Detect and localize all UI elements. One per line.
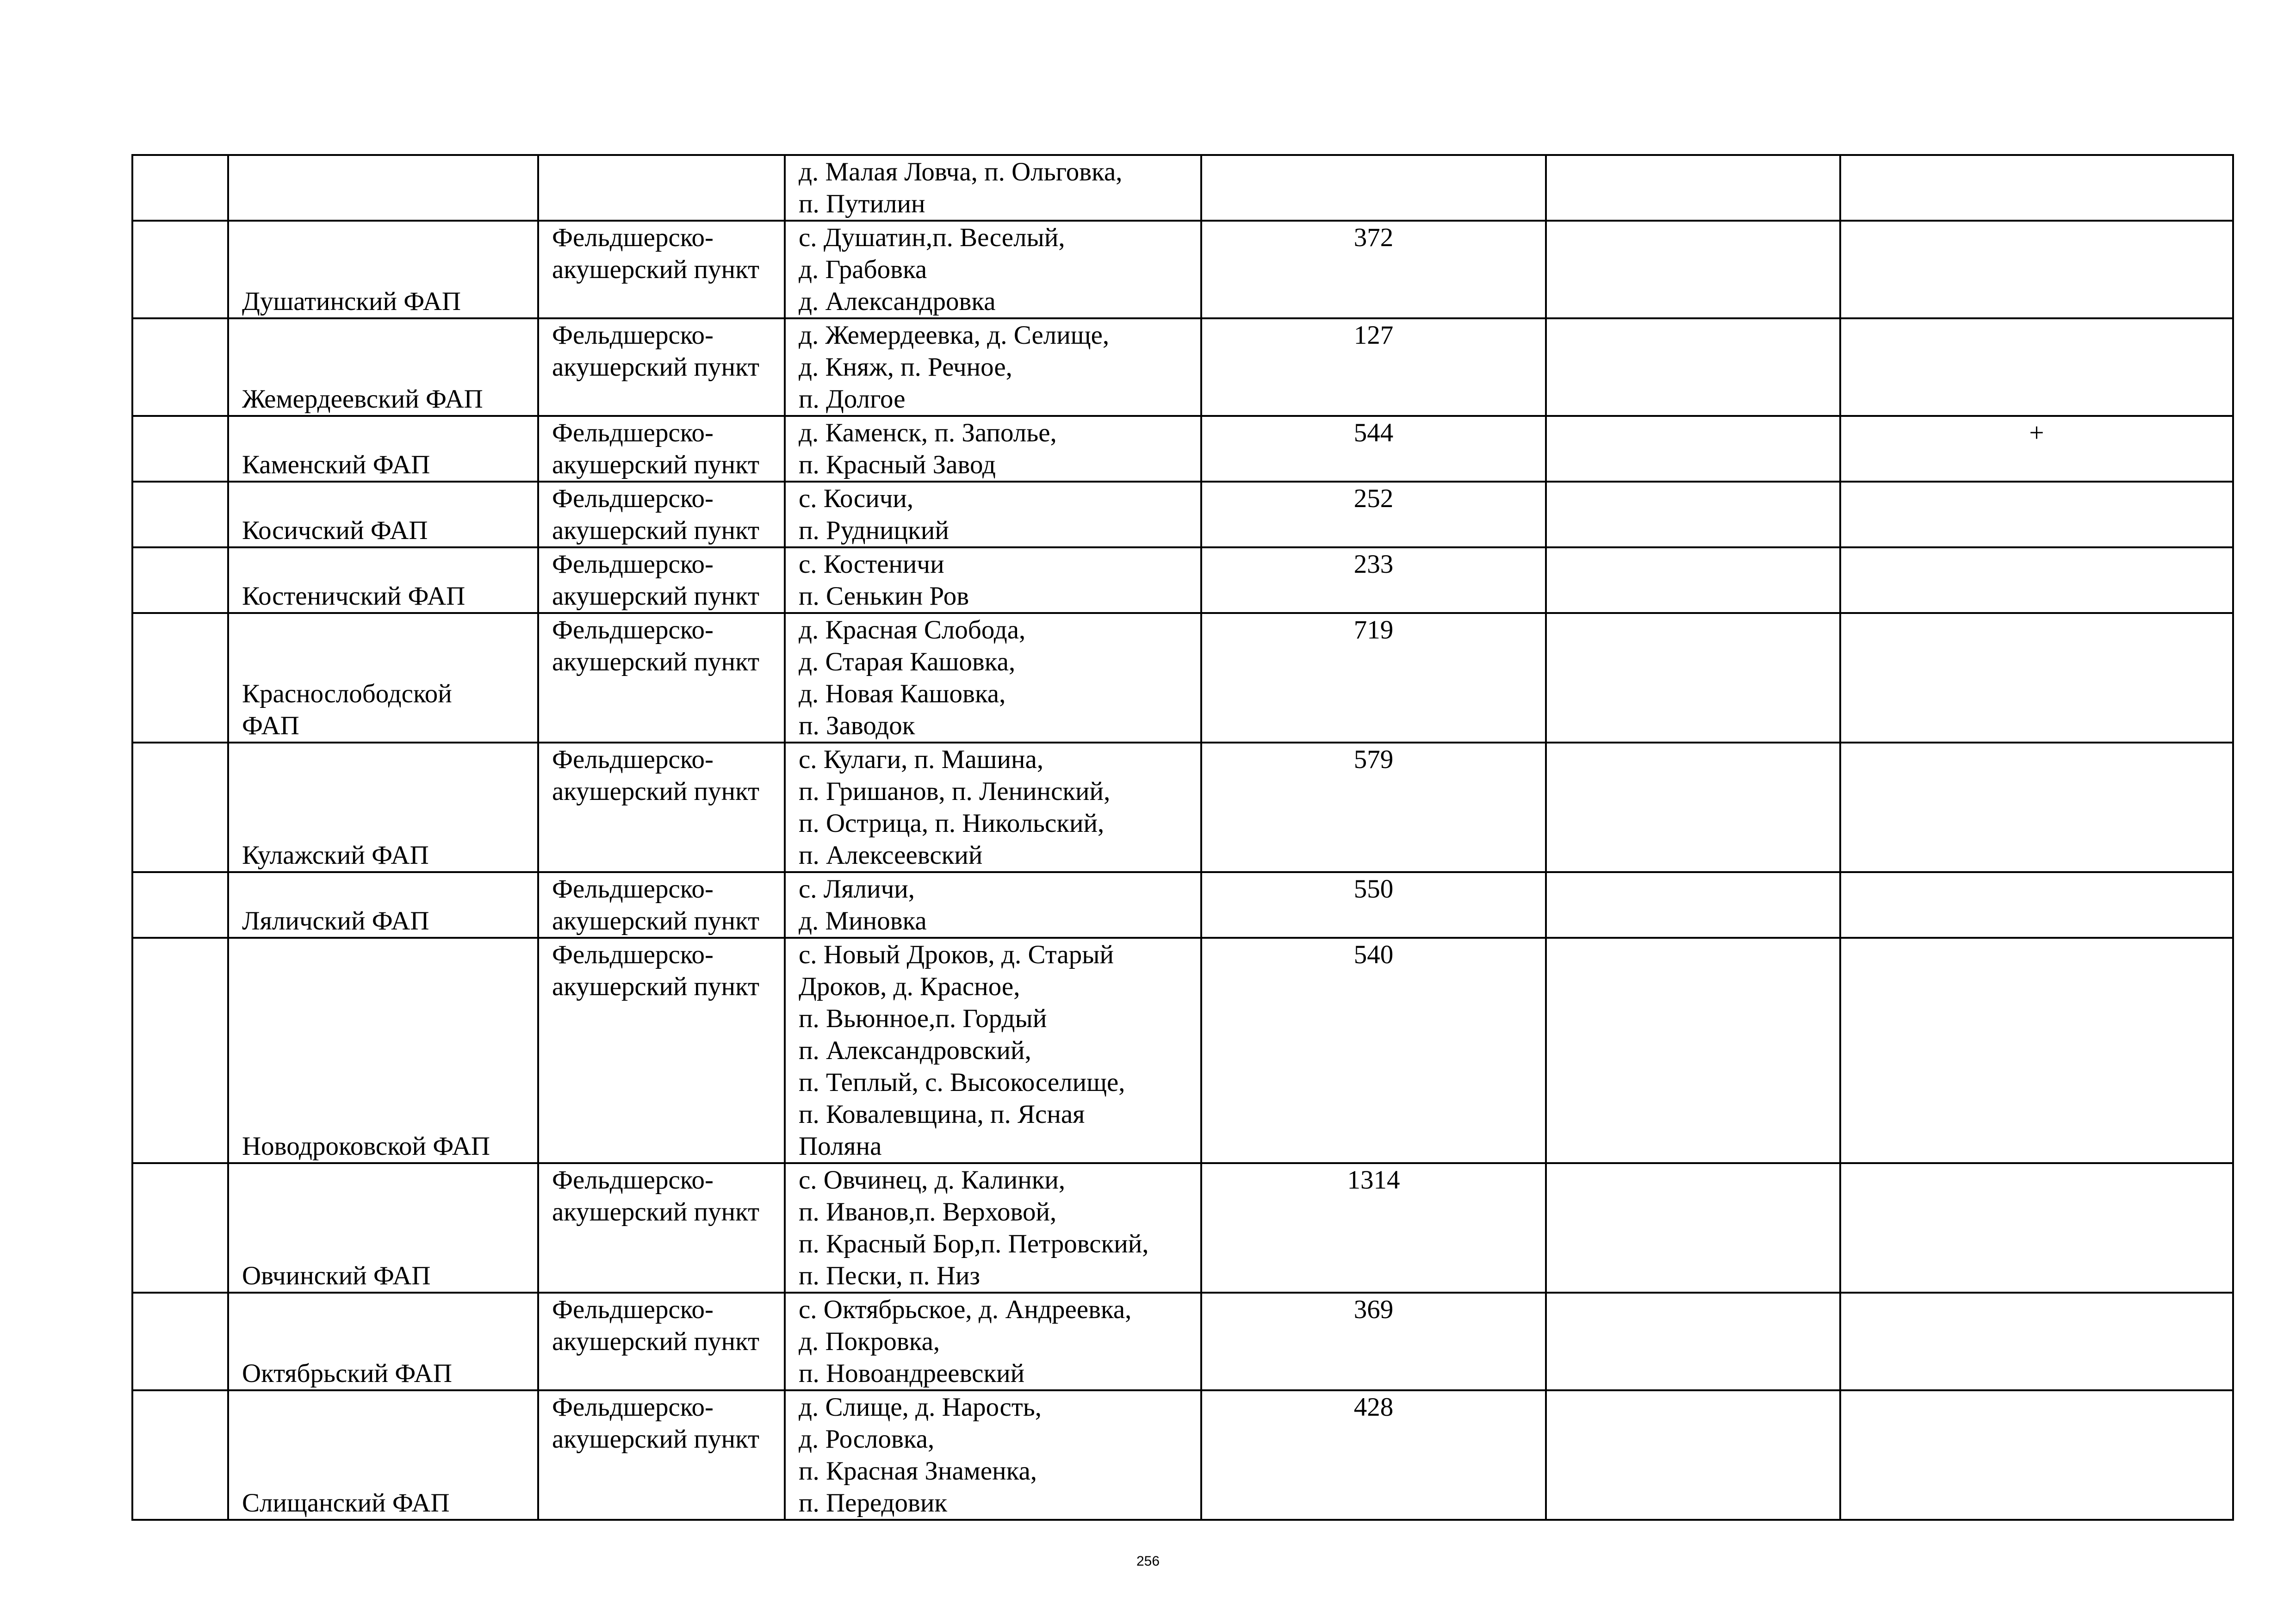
facility-name-cell: Кулажский ФАП bbox=[228, 743, 538, 872]
column-6-cell bbox=[1546, 547, 1840, 613]
column-7-cell bbox=[1840, 1163, 2233, 1293]
facility-type-cell: Фельдшерско- акушерский пункт bbox=[538, 318, 785, 416]
table-row bbox=[132, 1293, 2233, 1390]
column-7-cell: + bbox=[1840, 416, 2233, 482]
table-row bbox=[132, 482, 2233, 547]
facility-type-cell: Фельдшерско- акушерский пункт bbox=[538, 221, 785, 318]
facility-name-cell: Краснослободской ФАП bbox=[228, 613, 538, 743]
column-7-cell bbox=[1840, 221, 2233, 318]
table-row bbox=[132, 743, 2233, 872]
row-number-cell bbox=[132, 221, 228, 318]
facility-name-cell: Слищанский ФАП bbox=[228, 1390, 538, 1520]
column-7-cell bbox=[1840, 1293, 2233, 1390]
facility-name-cell: Октябрьский ФАП bbox=[228, 1293, 538, 1390]
column-6-cell bbox=[1546, 482, 1840, 547]
row-number-cell bbox=[132, 547, 228, 613]
column-6-cell bbox=[1546, 155, 1840, 221]
population-cell: 127 bbox=[1201, 318, 1546, 416]
settlements-cell: д. Слище, д. Нарость, д. Рословка, п. Красная Знаменка, п. Передовик bbox=[785, 1390, 1201, 1520]
facility-type-cell: Фельдшерско- акушерский пункт bbox=[538, 872, 785, 938]
facilities-table bbox=[131, 154, 2234, 1521]
row-number-cell bbox=[132, 872, 228, 938]
column-7-cell bbox=[1840, 1390, 2233, 1520]
population-cell: 233 bbox=[1201, 547, 1546, 613]
row-number-cell bbox=[132, 1390, 228, 1520]
column-6-cell bbox=[1546, 221, 1840, 318]
facility-type-cell: Фельдшерско- акушерский пункт bbox=[538, 547, 785, 613]
page-number: 256 bbox=[1136, 1554, 1160, 1569]
population-cell: 369 bbox=[1201, 1293, 1546, 1390]
column-7-cell bbox=[1840, 613, 2233, 743]
row-number-cell bbox=[132, 1293, 228, 1390]
facility-name-cell: Жемердеевский ФАП bbox=[228, 318, 538, 416]
column-7-cell bbox=[1840, 482, 2233, 547]
facility-type-cell: Фельдшерско- акушерский пункт bbox=[538, 1390, 785, 1520]
population-cell: 719 bbox=[1201, 613, 1546, 743]
row-number-cell bbox=[132, 613, 228, 743]
settlements-cell: д. Каменск, п. Заполье, п. Красный Завод bbox=[785, 416, 1201, 482]
column-7-cell bbox=[1840, 938, 2233, 1163]
column-6-cell bbox=[1546, 416, 1840, 482]
settlements-cell: д. Жемердеевка, д. Селище, д. Княж, п. Речное, п. Долгое bbox=[785, 318, 1201, 416]
population-cell bbox=[1201, 155, 1546, 221]
settlements-cell: с. Косичи, п. Рудницкий bbox=[785, 482, 1201, 547]
facility-name-cell: Каменский ФАП bbox=[228, 416, 538, 482]
facility-name-cell bbox=[228, 155, 538, 221]
facility-type-cell: Фельдшерско- акушерский пункт bbox=[538, 938, 785, 1163]
table-row bbox=[132, 1163, 2233, 1293]
facility-type-cell: Фельдшерско- акушерский пункт bbox=[538, 416, 785, 482]
population-cell: 428 bbox=[1201, 1390, 1546, 1520]
column-7-cell bbox=[1840, 872, 2233, 938]
facility-name-cell: Косичский ФАП bbox=[228, 482, 538, 547]
settlements-cell: с. Душатин,п. Веселый, д. Грабовка д. Александровка bbox=[785, 221, 1201, 318]
row-number-cell bbox=[132, 482, 228, 547]
population-cell: 540 bbox=[1201, 938, 1546, 1163]
population-cell: 544 bbox=[1201, 416, 1546, 482]
column-6-cell bbox=[1546, 872, 1840, 938]
table-row bbox=[132, 938, 2233, 1163]
table-row bbox=[132, 318, 2233, 416]
facility-type-cell: Фельдшерско- акушерский пункт bbox=[538, 1293, 785, 1390]
population-cell: 252 bbox=[1201, 482, 1546, 547]
facility-name-cell: Костеничский ФАП bbox=[228, 547, 538, 613]
settlements-cell: с. Новый Дроков, д. Старый Дроков, д. Красное, п. Вьюнное,п. Гордый п. Александровский, п. Теплый, с. Высокоселище, п. Ковалевщина, п. Ясная Поляна bbox=[785, 938, 1201, 1163]
settlements-cell: д. Малая Ловча, п. Ольговка, п. Путилин bbox=[785, 155, 1201, 221]
facility-name-cell: Душатинский ФАП bbox=[228, 221, 538, 318]
column-7-cell bbox=[1840, 743, 2233, 872]
row-number-cell bbox=[132, 743, 228, 872]
table-row bbox=[132, 221, 2233, 318]
facility-name-cell: Овчинский ФАП bbox=[228, 1163, 538, 1293]
facility-type-cell: Фельдшерско- акушерский пункт bbox=[538, 1163, 785, 1293]
column-6-cell bbox=[1546, 1293, 1840, 1390]
facility-type-cell: Фельдшерско- акушерский пункт bbox=[538, 482, 785, 547]
column-6-cell bbox=[1546, 1163, 1840, 1293]
settlements-cell: с. Костеничи п. Сенькин Ров bbox=[785, 547, 1201, 613]
table-row bbox=[132, 613, 2233, 743]
row-number-cell bbox=[132, 938, 228, 1163]
facility-type-cell: Фельдшерско- акушерский пункт bbox=[538, 743, 785, 872]
settlements-cell: с. Октябрьское, д. Андреевка, д. Покровка, п. Новоандреевский bbox=[785, 1293, 1201, 1390]
population-cell: 1314 bbox=[1201, 1163, 1546, 1293]
facility-name-cell: Ляличский ФАП bbox=[228, 872, 538, 938]
column-6-cell bbox=[1546, 938, 1840, 1163]
row-number-cell bbox=[132, 318, 228, 416]
facility-type-cell: Фельдшерско- акушерский пункт bbox=[538, 613, 785, 743]
table-row bbox=[132, 416, 2233, 482]
settlements-cell: с. Ляличи, д. Миновка bbox=[785, 872, 1201, 938]
table-row bbox=[132, 155, 2233, 221]
settlements-cell: с. Овчинец, д. Калинки, п. Иванов,п. Верховой, п. Красный Бор,п. Петровский, п. Пески, п. Низ bbox=[785, 1163, 1201, 1293]
population-cell: 550 bbox=[1201, 872, 1546, 938]
settlements-cell: д. Красная Слобода, д. Старая Кашовка, д. Новая Кашовка, п. Заводок bbox=[785, 613, 1201, 743]
facility-name-cell: Новодроковской ФАП bbox=[228, 938, 538, 1163]
row-number-cell bbox=[132, 1163, 228, 1293]
table-row bbox=[132, 1390, 2233, 1520]
population-cell: 579 bbox=[1201, 743, 1546, 872]
table-row bbox=[132, 872, 2233, 938]
settlements-cell: с. Кулаги, п. Машина, п. Гришанов, п. Ленинский, п. Острица, п. Никольский, п. Алексеевский bbox=[785, 743, 1201, 872]
facility-type-cell bbox=[538, 155, 785, 221]
column-7-cell bbox=[1840, 547, 2233, 613]
table-row bbox=[132, 547, 2233, 613]
column-6-cell bbox=[1546, 318, 1840, 416]
row-number-cell bbox=[132, 416, 228, 482]
column-6-cell bbox=[1546, 743, 1840, 872]
column-6-cell bbox=[1546, 1390, 1840, 1520]
row-number-cell bbox=[132, 155, 228, 221]
population-cell: 372 bbox=[1201, 221, 1546, 318]
column-7-cell bbox=[1840, 318, 2233, 416]
column-6-cell bbox=[1546, 613, 1840, 743]
facilities-table-body bbox=[132, 155, 2233, 1520]
column-7-cell bbox=[1840, 155, 2233, 221]
